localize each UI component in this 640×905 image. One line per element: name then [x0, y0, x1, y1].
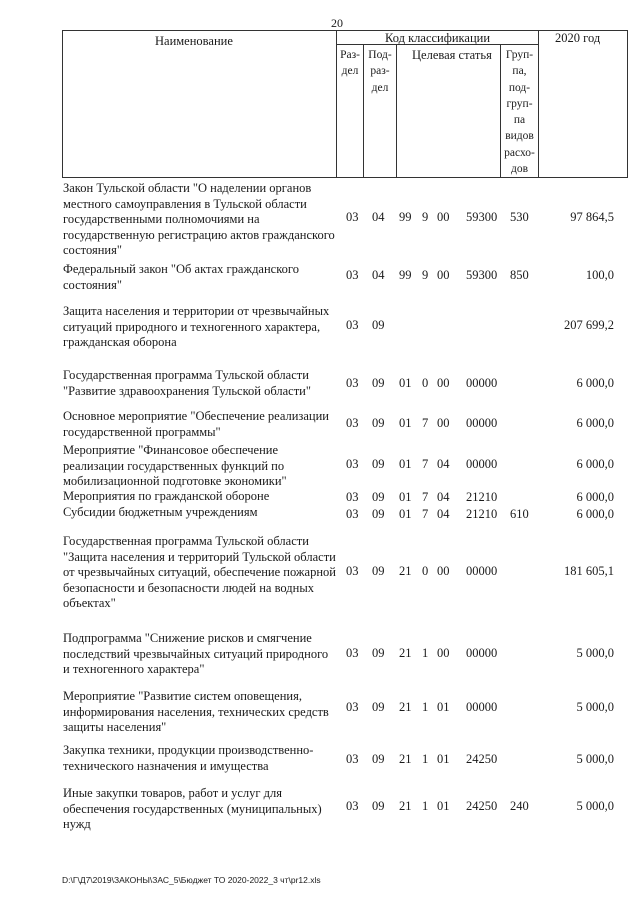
row-code-c2: 0: [422, 376, 429, 390]
row-code-pr: 09: [372, 700, 385, 714]
row-code-c3: 00: [437, 268, 450, 282]
row-amount: 6 000,0: [576, 416, 614, 430]
row-code-c4: 00000: [466, 564, 498, 578]
row-amount: 6 000,0: [576, 490, 614, 504]
row-code-rz: 03: [346, 416, 359, 430]
row-code-c4: 00000: [466, 700, 498, 714]
row-code-rz: 03: [346, 799, 359, 813]
row-code-c4: 00000: [466, 416, 498, 430]
row-name: Государственная программа Тульской области "Защита населения и территорий Тульской области от чрезвычайных ситуаций, обеспечение пожарной безопасности и безопасности людей на водных объектах": [63, 534, 336, 610]
row-name: Мероприятие "Развитие систем оповещения, информирования населения, технических средств защиты населения": [63, 689, 329, 734]
header-year: 2020 год: [555, 31, 601, 45]
row-code-c3: 00: [437, 564, 450, 578]
row-code-c4: 59300: [466, 210, 498, 224]
row-code-c3: 01: [437, 799, 450, 813]
row-code-c2: 7: [422, 416, 429, 430]
row-code-rz: 03: [346, 376, 359, 390]
row-code-pr: 04: [372, 268, 385, 282]
row-name: Субсидии бюджетным учреждениям: [63, 505, 258, 519]
row-code-c3: 04: [437, 507, 450, 521]
row-amount: 5 000,0: [576, 799, 614, 813]
row-amount: 5 000,0: [576, 752, 614, 766]
row-code-pr: 09: [372, 457, 385, 471]
row-code-c3: 00: [437, 416, 450, 430]
file-path-footer: D:\Г\Д7\2019\ЗАКОНЫ\ЗАС_5\Бюджет ТО 2020-2022_3 чт\pr12.xls: [62, 875, 321, 885]
row-name: Основное мероприятие "Обеспечение реализации государственной программы": [63, 409, 329, 439]
row-code-c4: 24250: [466, 799, 498, 813]
row-code-c3: 01: [437, 752, 450, 766]
row-code-c3: 04: [437, 457, 450, 471]
header-target: Целевая статья: [412, 48, 492, 62]
header-razdel: Раз- дел: [340, 49, 360, 78]
group-column-border: [538, 30, 539, 177]
row-amount: 6 000,0: [576, 457, 614, 471]
row-code-c4: 00000: [466, 457, 498, 471]
row-name: Государственная программа Тульской области "Развитие здравоохранения Тульской области": [63, 368, 311, 398]
row-code-c3: 00: [437, 210, 450, 224]
row-name: Мероприятие "Финансовое обеспечение реализации государственных функций по мобилизационной подготовке экономики": [63, 443, 287, 488]
row-code-c3: 00: [437, 376, 450, 390]
row-code-rz: 03: [346, 752, 359, 766]
row-name: Закон Тульской области "О наделении органов местного самоуправления в Тульской области государственными полномочиями на государственную регистрацию актов гражданского состояния": [63, 181, 335, 257]
row-code-rz: 03: [346, 318, 359, 332]
row-code-rz: 03: [346, 700, 359, 714]
row-code-rz: 03: [346, 646, 359, 660]
row-code-pr: 04: [372, 210, 385, 224]
row-name: Защита населения и территории от чрезвычайных ситуаций природного и техногенного характера, гражданская оборона: [63, 304, 330, 349]
row-code-c1: 99: [399, 268, 412, 282]
row-code-pr: 09: [372, 416, 385, 430]
row-code-pr: 09: [372, 318, 385, 332]
row-code-pr: 09: [372, 376, 385, 390]
header-podrazdel: Под- раз- дел: [368, 49, 392, 94]
row-code-rz: 03: [346, 507, 359, 521]
table-top-border: [62, 30, 628, 31]
row-code-vr: 530: [510, 210, 529, 224]
page-number: 20: [331, 16, 343, 30]
row-code-c2: 9: [422, 268, 429, 282]
row-code-c3: 01: [437, 700, 450, 714]
row-code-c1: 01: [399, 416, 412, 430]
row-code-c1: 01: [399, 457, 412, 471]
row-code-c1: 99: [399, 210, 412, 224]
row-code-c2: 7: [422, 490, 429, 504]
row-code-pr: 09: [372, 646, 385, 660]
row-code-c4: 21210: [466, 490, 498, 504]
row-code-c1: 21: [399, 564, 412, 578]
header-group: Груп- па, под- груп- па видов расхо- дов: [504, 49, 535, 176]
header-name: Наименование: [155, 34, 233, 48]
row-code-c4: 24250: [466, 752, 498, 766]
row-code-rz: 03: [346, 457, 359, 471]
row-code-c1: 01: [399, 490, 412, 504]
row-code-c4: 59300: [466, 268, 498, 282]
row-code-c2: 1: [422, 799, 429, 813]
row-name: Мероприятия по гражданской обороне: [63, 489, 270, 503]
row-code-c1: 21: [399, 646, 412, 660]
row-code-rz: 03: [346, 268, 359, 282]
row-code-c2: 1: [422, 700, 429, 714]
row-code-rz: 03: [346, 564, 359, 578]
row-code-pr: 09: [372, 752, 385, 766]
row-code-pr: 09: [372, 490, 385, 504]
row-code-c2: 9: [422, 210, 429, 224]
row-code-c4: 00000: [466, 376, 498, 390]
header-classification: Код классификации: [385, 31, 491, 45]
row-code-pr: 09: [372, 564, 385, 578]
row-name: Иные закупки товаров, работ и услуг для обеспечения государственных (муниципальных) нужд: [63, 786, 322, 831]
row-amount: 97 864,5: [570, 210, 614, 224]
row-name: Закупка техники, продукции производственно-технического назначения и имущества: [63, 743, 314, 773]
row-amount: 5 000,0: [576, 700, 614, 714]
row-amount: 100,0: [585, 268, 614, 282]
row-amount: 207 699,2: [564, 318, 614, 332]
row-amount: 181 605,1: [564, 564, 614, 578]
row-code-rz: 03: [346, 210, 359, 224]
podrazdel-column-border: [396, 44, 397, 177]
row-name: Федеральный закон "Об актах гражданского состояния": [63, 262, 299, 292]
table-right-border: [627, 30, 628, 177]
row-code-c1: 01: [399, 507, 412, 521]
row-code-pr: 09: [372, 507, 385, 521]
row-code-c2: 7: [422, 457, 429, 471]
row-code-c4: 00000: [466, 646, 498, 660]
row-code-c1: 01: [399, 376, 412, 390]
row-code-vr: 240: [510, 799, 529, 813]
row-code-vr: 850: [510, 268, 529, 282]
row-code-c2: 1: [422, 646, 429, 660]
row-code-pr: 09: [372, 799, 385, 813]
row-code-c1: 21: [399, 700, 412, 714]
row-amount: 6 000,0: [576, 376, 614, 390]
table-left-border: [62, 30, 63, 177]
header-bottom-border: [62, 177, 628, 178]
row-name: Подпрограмма "Снижение рисков и смягчение последствий чрезвычайных ситуаций природного и техногенного характера": [63, 631, 329, 676]
row-code-c2: 0: [422, 564, 429, 578]
row-code-c3: 04: [437, 490, 450, 504]
row-code-c2: 7: [422, 507, 429, 521]
row-amount: 5 000,0: [576, 646, 614, 660]
row-code-vr: 610: [510, 507, 529, 521]
row-amount: 6 000,0: [576, 507, 614, 521]
row-code-c1: 21: [399, 752, 412, 766]
row-code-c1: 21: [399, 799, 412, 813]
row-code-rz: 03: [346, 490, 359, 504]
row-code-c3: 00: [437, 646, 450, 660]
row-code-c4: 21210: [466, 507, 498, 521]
row-code-c2: 1: [422, 752, 429, 766]
